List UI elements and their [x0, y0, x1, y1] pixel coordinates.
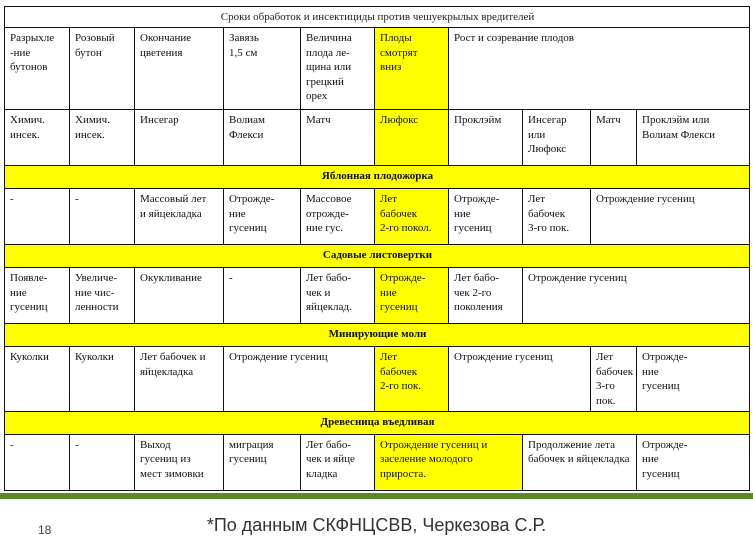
section-row [5, 268, 750, 324]
table-cell: Куколки [70, 347, 135, 412]
table-cell: Отрожде- ние гусениц [637, 347, 750, 412]
insecticide-cell: Проклэйм [449, 110, 523, 166]
header-cell: Завязь 1,5 см [224, 28, 301, 110]
table-cell: - [224, 268, 301, 324]
header-cell: Рост и созревание плодов [449, 28, 750, 110]
table-cell: - [5, 435, 70, 491]
section-title: Садовые листовертки [5, 245, 750, 268]
section-band [5, 324, 750, 347]
section-band [5, 245, 750, 268]
table-cell: Отрождение гусениц [224, 347, 375, 412]
table-cell: - [70, 435, 135, 491]
table-cell: Лет бабочек 3-го пок. [591, 347, 637, 412]
table-cell: Отрождение гусениц [591, 189, 750, 245]
table-cell: Лет бабо- чек и яйце кладка [301, 435, 375, 491]
title-row [5, 7, 750, 28]
table-title: Сроки обработок и инсектициды против чешуекрылых вредителей [5, 7, 750, 28]
header-cell: Величина плода ле- щина или грецкий орех [301, 28, 375, 110]
table-cell: Отрождение гусениц [523, 268, 750, 324]
section-band [5, 412, 750, 435]
table-cell: Окукливание [135, 268, 224, 324]
table-cell: Массовый лет и яйцекладка [135, 189, 224, 245]
page-number: 18 [38, 523, 52, 537]
insecticide-row [5, 110, 750, 166]
insecticide-cell-highlighted: Люфокс [375, 110, 449, 166]
table-cell: Куколки [5, 347, 70, 412]
table-cell-highlighted: Лет бабочек 2-го пок. [375, 347, 449, 412]
table-cell: Лет бабочек 3-го пок. [523, 189, 591, 245]
table-cell: Появле- ние гусениц [5, 268, 70, 324]
table-cell: Выход гусениц из мест зимовки [135, 435, 224, 491]
table-cell: Отрожде- ние гусениц [637, 435, 750, 491]
table-cell: Лет бабо- чек 2-го поколения [449, 268, 523, 324]
source-footnote: *По данным СКФНЦСВВ, Черкезова С.Р. [206, 515, 547, 535]
table-cell: Продолжение лета бабочек и яйцекладка [523, 435, 637, 491]
section-row [5, 347, 750, 412]
insecticide-cell: Матч [301, 110, 375, 166]
section-row [5, 189, 750, 245]
insecticide-cell: Инсегар или Люфокс [523, 110, 591, 166]
table-cell-highlighted: Отрождение гусениц и заселение молодого прироста. [375, 435, 523, 491]
table-cell: Отрожде- ние гусениц [224, 189, 301, 245]
footer-divider [0, 493, 753, 499]
table-cell: - [5, 189, 70, 245]
header-cell: Разрыхле -ние бутонов [5, 28, 70, 110]
insecticide-cell: Волиам Флекси [224, 110, 301, 166]
section-band [5, 166, 750, 189]
table-cell-highlighted: Отрожде- ние гусениц [375, 268, 449, 324]
insecticide-cell: Проклэйм или Волиам Флекси [637, 110, 750, 166]
table-cell: Лет бабочек и яйцекладка [135, 347, 224, 412]
phase-header-row [5, 28, 750, 110]
treatment-table [4, 6, 750, 491]
table-cell: Отрожде- ние гусениц [449, 189, 523, 245]
insecticide-cell: Инсегар [135, 110, 224, 166]
insecticide-cell: Матч [591, 110, 637, 166]
header-cell-highlighted: Плоды смотрят вниз [375, 28, 449, 110]
header-cell: Окончание цветения [135, 28, 224, 110]
table-cell: Массовое отрожде- ние гус. [301, 189, 375, 245]
section-title: Минирующие моли [5, 324, 750, 347]
insecticide-cell: Химич. инсек. [70, 110, 135, 166]
table-cell: - [70, 189, 135, 245]
slide-content [4, 6, 749, 491]
table-cell: Увеличе- ние чис- ленности [70, 268, 135, 324]
table-cell: Отрождение гусениц [449, 347, 591, 412]
table-cell-highlighted: Лет бабочек 2-го покол. [375, 189, 449, 245]
section-title: Древесница въедливая [5, 412, 750, 435]
header-cell: Розовый бутон [70, 28, 135, 110]
section-row [5, 435, 750, 491]
table-cell: миграция гусениц [224, 435, 301, 491]
table-cell: Лет бабо- чек и яйцеклад. [301, 268, 375, 324]
section-title: Яблонная плодожорка [5, 166, 750, 189]
insecticide-cell: Химич. инсек. [5, 110, 70, 166]
